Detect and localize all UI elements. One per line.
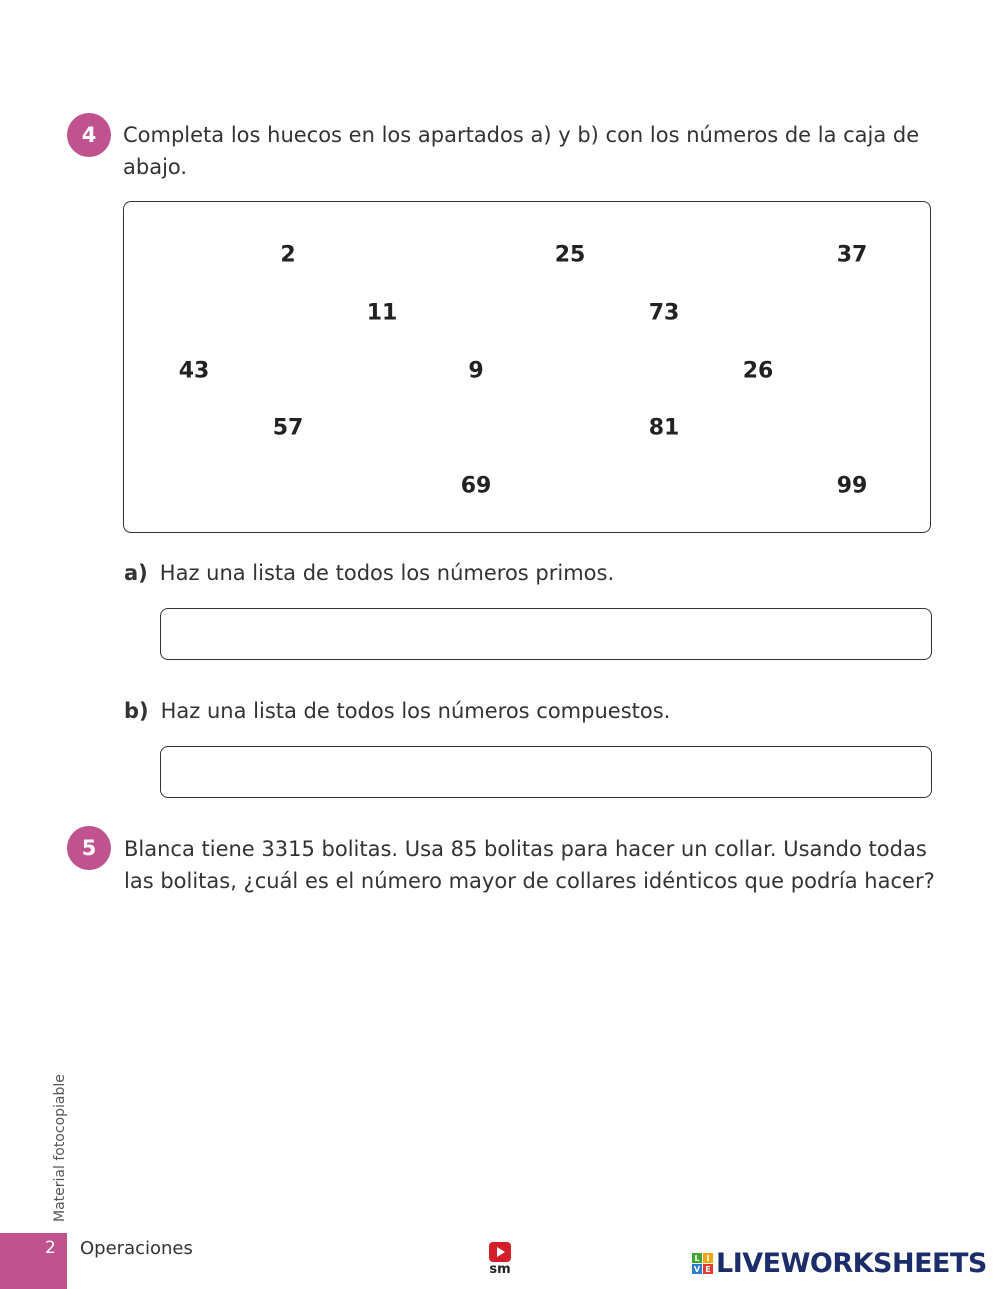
number-item: 57	[272, 415, 304, 441]
number-item: 37	[836, 242, 868, 268]
question-4-badge: 4	[67, 113, 111, 157]
part-a-prompt	[124, 559, 614, 587]
page-number: 2	[45, 1238, 56, 1258]
number-item: 69	[460, 473, 492, 499]
part-b-text: Haz una lista de todos los números compuestos.	[160, 699, 671, 723]
number-item: 26	[742, 358, 774, 384]
number-item: 43	[178, 358, 210, 384]
page-tab	[0, 1233, 67, 1289]
section-title: Operaciones	[80, 1238, 193, 1259]
question-5-badge: 5	[67, 826, 111, 870]
grid-letter: E	[703, 1264, 713, 1274]
question-5-text: Blanca tiene 3315 bolitas. Usa 85 bolitas para hacer un collar. Usando todas las bolitas, ¿cuál es el número mayor de collares idénticos que podría hacer?	[124, 837, 935, 893]
grid-letter: V	[693, 1264, 701, 1274]
play-icon	[489, 1242, 511, 1262]
number-item: 2	[280, 242, 296, 268]
number-item: 99	[836, 473, 868, 499]
number-item: 73	[648, 300, 680, 326]
primes-answer-field[interactable]	[160, 608, 932, 660]
part-a-label: a)	[124, 561, 148, 585]
liveworksheets-wordmark: LIVEWORKSHEETS	[716, 1248, 987, 1279]
number-item: 25	[554, 242, 586, 268]
part-b-label: b)	[124, 699, 149, 723]
sidebar-label: Material fotocopiable	[52, 1074, 68, 1222]
number-item: 11	[366, 300, 398, 326]
publisher-name: sm	[489, 1262, 511, 1277]
publisher-logo	[487, 1242, 513, 1277]
grid-letter: I	[703, 1253, 713, 1263]
grid-letter: L	[692, 1253, 702, 1263]
part-b-prompt	[124, 697, 670, 725]
liveworksheets-logo[interactable]	[692, 1248, 987, 1279]
part-a-text: Haz una lista de todos los números primos.	[159, 561, 615, 585]
number-item: 81	[648, 415, 680, 441]
composites-answer-field[interactable]	[160, 746, 932, 798]
question-4-text: Completa los huecos en los apartados a) y b) con los números de la caja de abajo.	[123, 123, 920, 179]
number-box	[123, 201, 931, 533]
number-item: 9	[468, 358, 484, 384]
liveworksheets-grid-icon	[692, 1253, 713, 1274]
